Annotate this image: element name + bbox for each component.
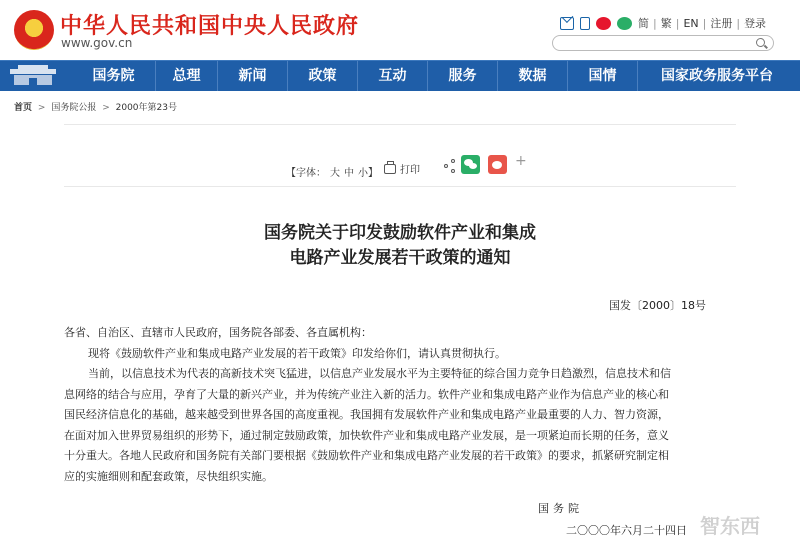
share-icon[interactable] <box>444 159 456 173</box>
document-body <box>64 323 736 487</box>
more-share-button[interactable]: + <box>515 153 527 169</box>
login-link[interactable]: 登录 <box>744 17 767 30</box>
paragraph-line: 在面对加入世界贸易组织的形势下，通过制定鼓励政策，加快软件产业和集成电路产业发展，是一项紧迫而长期的任务，意义 <box>64 428 669 442</box>
printer-icon <box>384 164 396 174</box>
register-link[interactable]: 注册 <box>710 17 733 30</box>
nav-item-interaction[interactable]: 互动 <box>358 61 428 91</box>
document-signer: 国务院 <box>538 502 583 515</box>
document-date: 二〇〇〇年六月二十四日 <box>566 524 687 537</box>
nav-item-state-council[interactable]: 国务院 <box>72 61 156 91</box>
print-label: 打印 <box>400 165 420 176</box>
nav-item-national-conditions[interactable]: 国情 <box>568 61 638 91</box>
font-size-label: 【字体： <box>286 168 326 179</box>
breadcrumb <box>14 100 177 113</box>
paragraph-line: 十分重大。各地人民政府和国务院有关部门要根据《鼓励软件产业和集成电路产业发展的若干政策》的要求，抓紧研究制定相 <box>64 449 669 462</box>
nav-item-gov-service-platform[interactable]: 国家政务服务平台 <box>661 68 773 84</box>
site-header <box>0 0 800 60</box>
mobile-icon[interactable] <box>580 17 590 30</box>
site-url: www.gov.cn <box>61 36 133 50</box>
divider: | <box>653 16 657 30</box>
top-links <box>560 14 766 32</box>
breadcrumb-separator: > <box>37 103 46 113</box>
watermark-logo: 智东西 <box>700 514 760 538</box>
tiananmen-logo-icon[interactable] <box>10 65 56 87</box>
document-title-line2: 电路产业发展若干政策的通知 <box>289 248 511 268</box>
paragraph-line: 应的实施细则和配套政策，尽快组织实施。 <box>64 469 273 483</box>
font-size-end: 】 <box>368 168 378 179</box>
paragraph-line: 国民经济信息化的基础，越来越受到世界各国的高度重视。我国拥有发展软件产业和集成电路产业最重要的人力、智力资源， <box>64 408 669 421</box>
intro-paragraph: 现将《鼓励软件产业和集成电路产业发展的若干政策》印发给你们，请认真贯彻执行。 <box>88 346 506 360</box>
main-nav <box>0 60 800 91</box>
divider: | <box>675 16 680 30</box>
nav-item-data[interactable]: 数据 <box>498 61 568 91</box>
divider: | <box>736 16 741 30</box>
font-medium-button[interactable]: 中 <box>344 168 354 179</box>
document-title <box>64 221 736 271</box>
search-input[interactable] <box>552 35 774 51</box>
wechat-share-icon[interactable] <box>461 155 480 174</box>
document-number: 国发〔2000〕18号 <box>609 299 706 312</box>
search-icon[interactable] <box>756 38 765 47</box>
breadcrumb-home[interactable]: 首页 <box>14 103 33 113</box>
english-link[interactable]: EN <box>683 16 699 30</box>
article-toolbar <box>64 125 736 187</box>
font-small-button[interactable]: 小 <box>358 168 368 179</box>
article <box>64 124 736 552</box>
salutation: 各省、自治区、直辖市人民政府，国务院各部委、各直属机构： <box>64 326 372 339</box>
divider: | <box>702 16 707 30</box>
mail-icon[interactable] <box>560 17 574 30</box>
nav-item-services[interactable]: 服务 <box>428 61 498 91</box>
font-large-button[interactable]: 大 <box>330 168 340 179</box>
print-button[interactable] <box>384 161 420 176</box>
site-title[interactable]: 中华人民共和国中央人民政府 <box>60 14 360 39</box>
nav-item-premier[interactable]: 总理 <box>156 61 218 91</box>
paragraph-line: 息网络的结合与应用，孕育了大量的新兴产业，并为传统产业注入新的活力。软件产业和集成电路产业作为信息产业的核心和 <box>64 387 669 401</box>
breadcrumb-issue[interactable]: 2000年第23号 <box>115 103 177 113</box>
wechat-icon[interactable] <box>617 17 632 30</box>
document-title-line1: 国务院关于印发鼓励软件产业和集成 <box>264 223 536 243</box>
nav-item-policy[interactable]: 政策 <box>288 61 358 91</box>
simplified-chinese-link[interactable]: 简 <box>638 17 649 30</box>
weibo-share-icon[interactable] <box>488 155 507 174</box>
national-emblem-icon[interactable]: ★ <box>14 10 54 50</box>
nav-item-news[interactable]: 新闻 <box>218 61 288 91</box>
weibo-icon[interactable] <box>596 17 611 30</box>
traditional-chinese-link[interactable]: 繁 <box>660 17 672 30</box>
breadcrumb-gazette[interactable]: 国务院公报 <box>51 103 97 113</box>
breadcrumb-separator: > <box>102 103 110 113</box>
font-size-selector <box>286 164 378 179</box>
paragraph-line: 当前，以信息技术为代表的高新技术突飞猛进，以信息产业发展水平为主要特征的综合国力竞争日趋激烈，信息技术和信 <box>88 367 671 380</box>
